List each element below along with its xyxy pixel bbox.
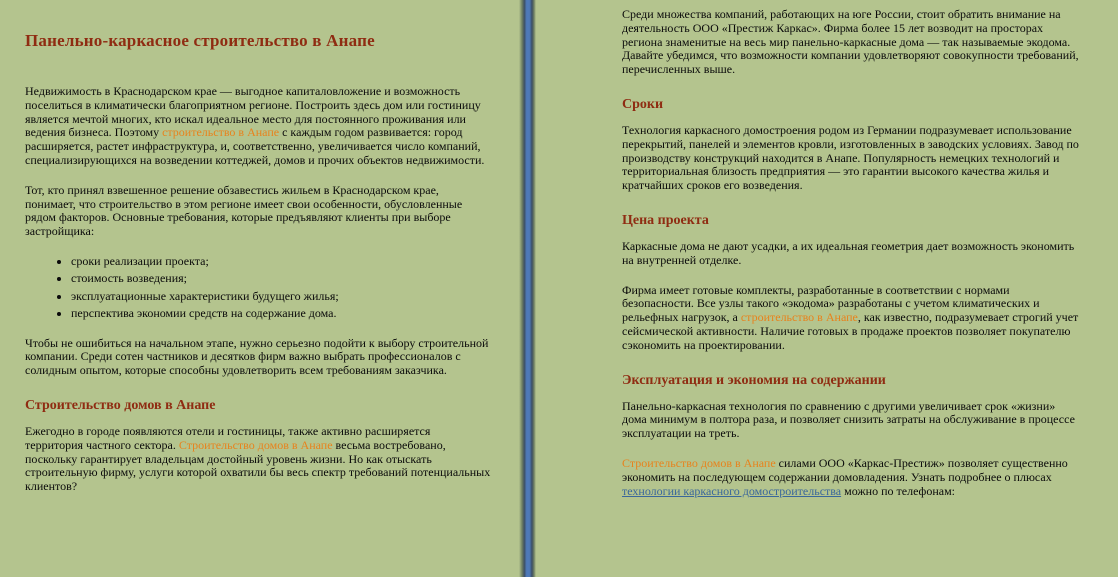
section-heading-terms: Сроки — [622, 96, 664, 112]
text-run: Технология каркасного домостроения родом из Германии подразумевает использование перекрытий, панелей и элементов кровли, изготовленных в заводских условиях. Завод по производству конструкций находится в Анапе. Популярность немецких технологий и территориальная близость предприятия — это гарантии высокого качества жилья и кратчайших сроков его возведения. — [622, 122, 1079, 193]
article-title: Панельно-каркасное строительство в Анапе — [25, 31, 375, 50]
paragraph — [25, 425, 491, 494]
text-run: , как известно, подразумевает строгий учет сейсмической активности. Наличие готовых в продаже проектов позволяет покупателю сэкономить на проектировании. — [622, 310, 1079, 352]
paragraph — [622, 124, 1080, 193]
left-page — [0, 0, 519, 577]
text-run: Фирма имеет готовые комплекты, разработанные в соответствии с нормами безопасности. Все узлы такого «экодома» разработаны с учетом климатических и рельефных нагрузок, а — [622, 282, 1040, 325]
paragraph — [622, 240, 1080, 268]
paragraph — [25, 85, 491, 168]
page-divider — [519, 0, 536, 577]
text-run: весьма востребовано, поскольку гарантирует владельцам достойный уровень жизни. Но как отыскать строительную фирму, услуги которой охватили бы весь спектр требований потенциальных клиентов? — [25, 437, 491, 494]
section-heading-price: Цена проекта — [622, 212, 709, 228]
section-heading-maintenance: Эксплуатация и экономия на содержании — [622, 372, 886, 388]
inline-link-orange[interactable]: Строительство домов в Анапе — [178, 437, 333, 452]
paragraph — [622, 284, 1080, 353]
paragraph — [25, 184, 491, 239]
inline-link-orange[interactable]: Строительство домов в Анапе — [622, 455, 776, 470]
text-run: силами ООО «Каркас-Престиж» позволяет существенно экономить на последующем содержании домовладения. Узнать подробнее о плюсах — [622, 455, 1068, 484]
text-run: Чтобы не ошибиться на начальном этапе, нужно серьезно подойти к выбору строительной компании. Среди сотен частников и десятков фирм важно выбрать профессионалов с солидным опытом, которые способны удовлетворить всем требованиям заказчика. — [25, 335, 489, 378]
text-run: Недвижимость в Краснодарском крае — выгодное капиталовложение и возможность поселиться в климатически благоприятном регионе. Построить здесь дом или гостиницу является мечтой многих, кто искал идеальное место для постоянного проживания или ведения бизнеса. Поэтому — [25, 84, 481, 140]
list-item: • перспектива экономии средств на содержание дома. — [71, 307, 491, 321]
list-item: • эксплуатационные характеристики будущего жилья; — [71, 290, 491, 304]
paragraph — [622, 8, 1080, 77]
paragraph — [622, 400, 1080, 441]
right-page — [536, 0, 1118, 577]
text-run: Среди множества компаний, работающих на юге России, стоит обратить внимание на деятельность ООО «Престиж Каркас». Фирма более 15 лет возводит на просторах региона знаменитые на весь мир панельно-каркасные дома — так называемые экодома. Давайте убедимся, что возможности компании удовлетворяют совокупности требований, перечисленных выше. — [622, 7, 1079, 77]
text-run: Панельно-каркасная технология по сравнению с другими увеличивает срок «жизни» дома минимум в полтора раза, и позволяет снизить затраты на обслуживание в процессе эксплуатации на треть. — [622, 398, 1075, 441]
text-run: Каркасные дома не дают усадки, а их идеальная геометрия дает возможность экономить на внутренней отделке. — [622, 238, 1075, 267]
text-run: Тот, кто принял взвешенное решение обзавестись жильем в Краснодарском крае, понимает, что строительство в этом регионе имеет свои особенности, обусловленные рядом факторов. Основные требования, которые предъявляют клиенты при выборе застройщика: — [25, 182, 463, 239]
paragraph — [25, 337, 491, 378]
inline-link-blue[interactable]: технологии каркасного домостроительства — [622, 483, 842, 498]
text-run: Ежегодно в городе появляются отели и гостиницы, также активно расширяется территория частного сектора. — [25, 424, 431, 452]
list-item: • сроки реализации проекта; — [71, 255, 491, 269]
text-run: можно по телефонам: — [841, 483, 956, 498]
text-run: с каждым годом развивается: город расширяется, растет инфраструктура, и, соответственно, увеличивается число компаний, специализирующихся на возведении коттеджей, домов и прочих объектов недвижимости. — [25, 125, 485, 167]
paragraph — [622, 457, 1080, 498]
list-item: • стоимость возведения; — [71, 272, 491, 286]
inline-link-orange[interactable]: строительство в Анапе — [740, 310, 858, 325]
requirements-list — [71, 255, 491, 321]
section-heading-construction: Строительство домов в Анапе — [25, 398, 216, 414]
inline-link-orange[interactable]: строительство в Анапе — [162, 125, 280, 140]
